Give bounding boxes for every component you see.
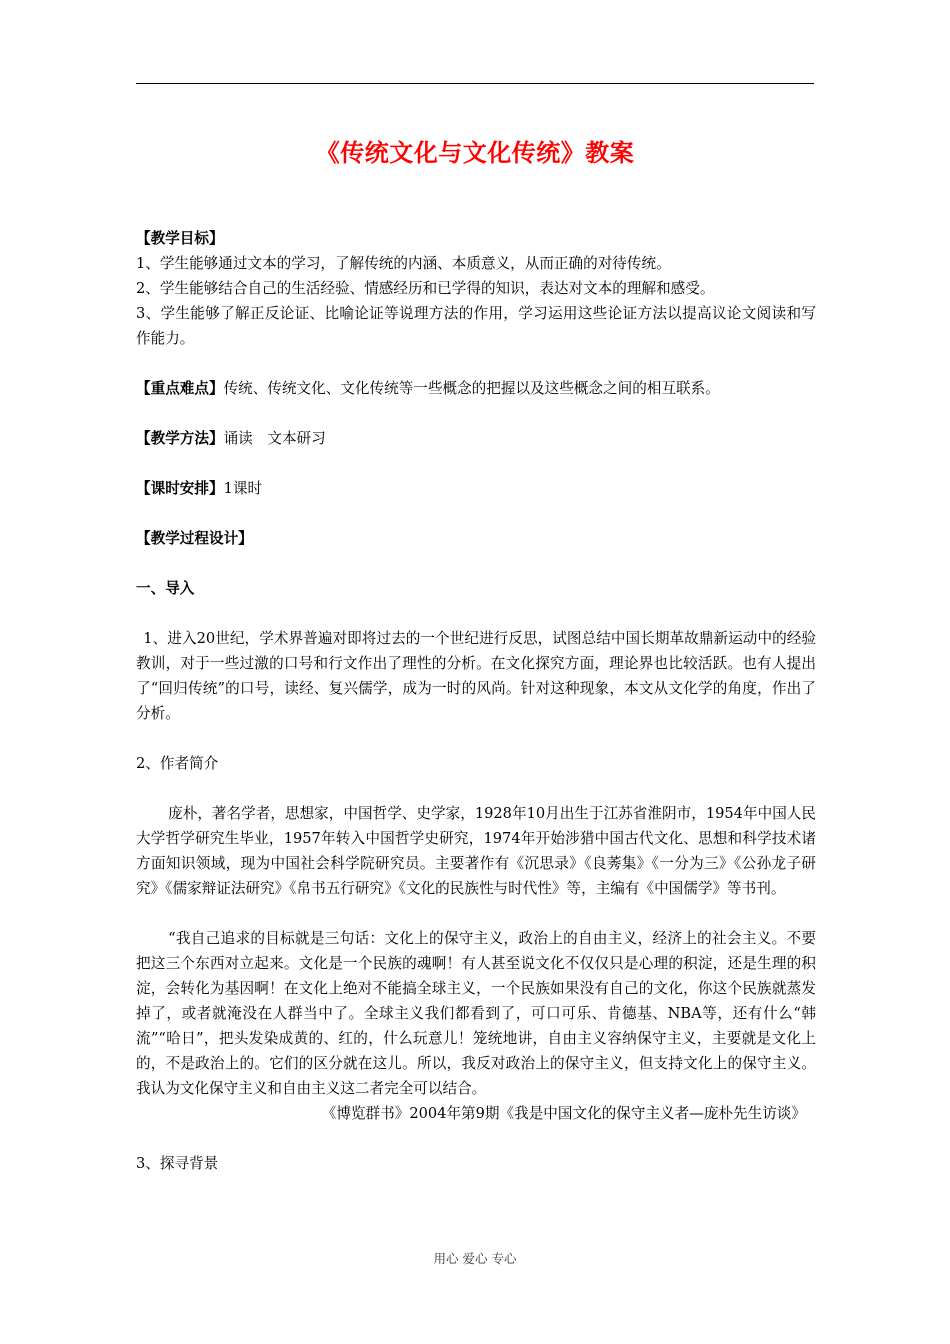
document-title: 《传统文化与文化传统》教案: [315, 139, 635, 167]
schedule-heading: 【课时安排】: [136, 480, 224, 497]
document-body: [136, 226, 816, 1176]
method-text: 诵读 文本研习: [223, 430, 326, 447]
process-heading: 【教学过程设计】: [136, 530, 253, 547]
schedule-paragraph: [136, 476, 816, 501]
page-footer: 用心 爱心 专心: [433, 1251, 517, 1266]
schedule-text: 1课时: [223, 480, 263, 497]
objective-item-1: 1、学生能够通过文本的学习，了解传统的内涵、本质意义，从而正确的对待传统。: [136, 255, 671, 272]
quote-paragraph: “我自己追求的目标就是三句话：文化上的保守主义，政治上的自由主义，经济上的社会主义。不要把这三个东西对立起来。文化是一个民族的魂啊！有人甚至说文化不仅仅只是心理的积淀，还是生理的积淀，会转化为基因啊！在文化上绝对不能搞全球主义，一个民族如果没有自己的文化，你这个民族就蒸发掉了，或者就淹没在人群当中了。全球主义我们都看到了，可口可乐、肯德基、NBA等，还有什么“韩流”“哈日”，把头发染成黄的、红的，什么玩意儿！笼统地讲，自由主义容纳保守主义，主要就是文化上的，不是政治上的。它们的区分就在这儿。所以，我反对政治上的保守主义，但支持文化上的保守主义。我认为文化保守主义和自由主义这二者完全可以结合。: [136, 930, 816, 1097]
method-heading: 【教学方法】: [136, 430, 224, 447]
header-rule: [136, 83, 814, 84]
background-heading: 3、探寻背景: [136, 1155, 219, 1172]
objective-item-3: 3、学生能够了解正反论证、比喻论证等说理方法的作用，学习运用这些论证方法以提高议论文阅读和写作能力。: [136, 305, 816, 347]
key-points-text: 传统、传统文化、文化传统等一些概念的把握以及这些概念之间的相互联系。: [223, 380, 720, 397]
intro-paragraph: 1、进入20世纪，学术界普遍对即将过去的一个世纪进行反思，试图总结中国长期革故鼎新运动中的经验教训，对于一些过激的口号和行文作出了理性的分析。在文化探究方面，理论界也比较活跃。也有人提出了“回归传统”的口号，读经、复兴儒学，成为一时的风尚。针对这种现象，本文从文化学的角度，作出了分析。: [136, 630, 816, 722]
objectives-heading: 【教学目标】: [136, 230, 224, 247]
key-points-heading: 【重点难点】: [136, 380, 224, 397]
author-bio-paragraph: 庞朴，著名学者，思想家，中国哲学、史学家，1928年10月出生于江苏省淮阴市，1954年中国人民大学哲学研究生毕业，1957年转入中国哲学史研究，1974年开始涉猎中国古代文化、思想和科学技术诸方面知识领域，现为中国社会科学院研究员。主要著作有《沉思录》《良莠集》《一分为三》《公孙龙子研究》《儒家辩证法研究》《帛书五行研究》《文化的民族性与时代性》等，主编有《中国儒学》等书刊。: [136, 805, 816, 897]
objective-item-2: 2、学生能够结合自己的生活经验、情感经历和已学得的知识，表达对文本的理解和感受。: [136, 280, 715, 297]
key-points-paragraph: [136, 376, 816, 401]
quote-source: 《博览群书》2004年第9期《我是中国文化的保守主义者—庞朴先生访谈》: [321, 1105, 806, 1122]
method-paragraph: [136, 426, 816, 451]
author-heading: 2、作者简介: [136, 755, 219, 772]
section-intro-heading: 一、导入: [136, 580, 195, 597]
